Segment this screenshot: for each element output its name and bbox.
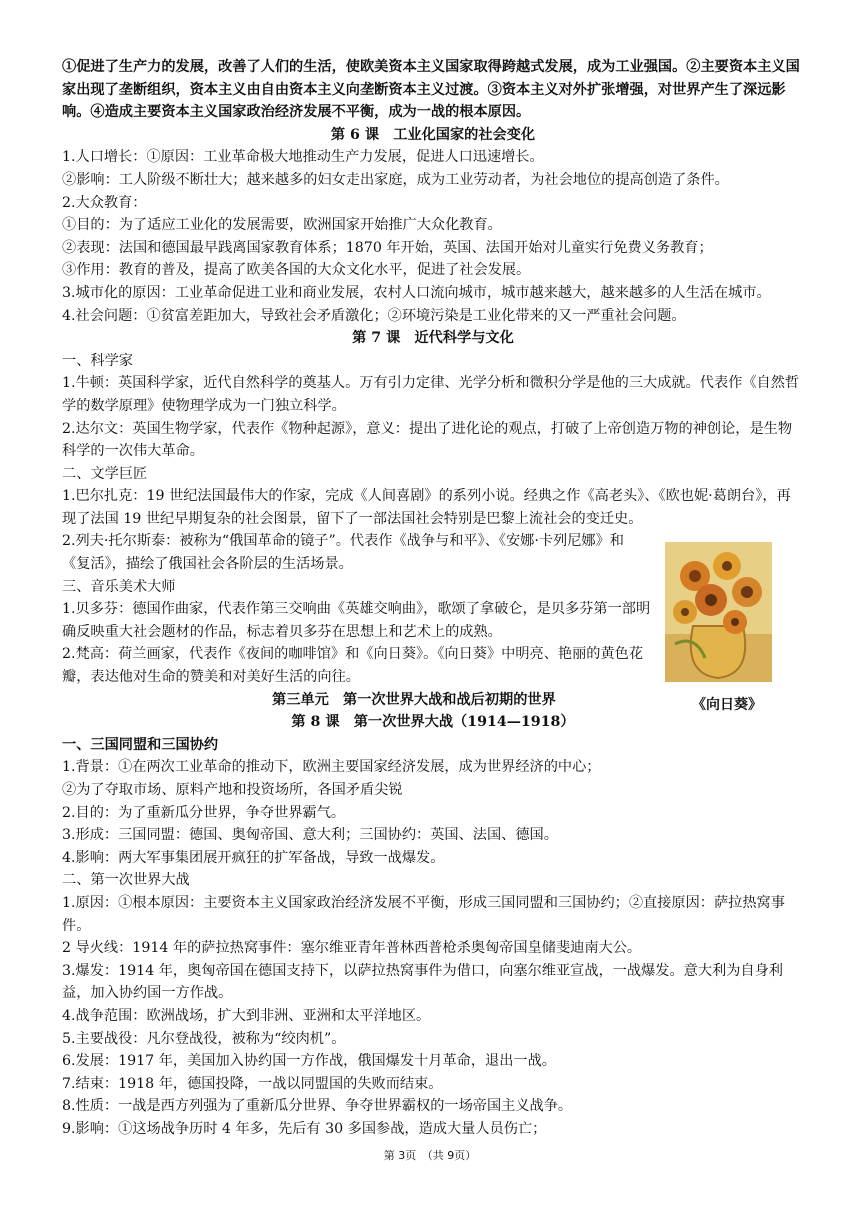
lesson8-item: ②为了夺取市场、原料产地和投资场所，各国矛盾尖锐 <box>62 782 403 798</box>
darwin-item: 2.达尔文：英国生物学家，代表作《物种起源》，意义：提出了进化论的观点，打破了上帝创造万物的神创论，是生物科学的一次伟大革命。 <box>62 420 793 460</box>
lesson6-item: ②表现：法国和德国最早践离国家教育体系；1870 年开始，英国、法国开始对儿童实行免费义务教育； <box>62 239 713 256</box>
section-heading: 一、三国同盟和三国协约 <box>62 736 219 753</box>
lesson6-item: 4.社会问题：①贫富差距加大，导致社会矛盾激化；②环境污染是工业化带来的又一严重社会问题。 <box>62 307 686 324</box>
lesson6-title: 第 6 课 工业化国家的社会变化 <box>330 126 536 143</box>
section-heading: 一、科学家 <box>62 352 133 369</box>
lesson6-item: 3.城市化的原因：工业革命促进工业和商业发展，农村人口流向城市，城市越来越大，越来越多的人生活在城市。 <box>62 284 771 301</box>
lesson8-item: 1.背景：①在两次工业革命的推动下，欧洲主要国家经济发展，成为世界经济的中心； <box>62 759 601 776</box>
intro-paragraph: ①促进了生产力的发展，改善了人们的生活，使欧美资本主义国家取得跨越式发展，成为工业强国。②主要资本主义国家出现了垄断组织，资本主义由自由资本主义向垄断资本主义过渡。③资本主义对外扩张增强，对世界产生了深远影响。④造成主要资本主义国家政治经济发展不平衡，成为一战的根本原因。 <box>62 59 800 121</box>
unit3-title: 第三单元 第一次世界大战和战后初期的世界 <box>272 691 556 708</box>
lesson6-item: 1.人口增长：①原因：工业革命极大地推动生产力发展，促进人口迅速增长。 <box>62 149 544 166</box>
document-page <box>62 56 804 1141</box>
lesson8-item: 9.影响：①这场战争历时 4 年多，先后有 30 多国参战，造成大量人员伤亡； <box>62 1120 547 1137</box>
lesson6-item: ③作用：教育的普及，提高了欧美各国的大众文化水平，促进了社会发展。 <box>62 262 531 279</box>
lesson8-item: 2 导火线：1914 年的萨拉热窝事件：塞尔维亚青年普林西普枪杀奥匈帝国皇储斐迪南大公。 <box>62 940 642 957</box>
section-heading: 二、第一次世界大战 <box>62 872 190 889</box>
lesson6-item: 2.大众教育： <box>62 194 147 211</box>
beethoven-item: 1.贝多芬：德国作曲家，代表作第三交响曲《英雄交响曲》，歌颂了拿破仑，是贝多芬第一部明确反映重大社会题材的作品，标志着贝多芬在思想上和艺术上的成熟。 <box>62 601 651 640</box>
lesson6-item: ①目的：为了适应工业化的发展需要，欧洲国家开始推广大众化教育。 <box>62 217 502 234</box>
lesson8-item: 3.爆发：1914 年，奥匈帝国在德国支持下，以萨拉热窝事件为借口，向塞尔维亚宣战，一战爆发。意大利为自身利益，加入协约国一方作战。 <box>62 962 783 1002</box>
lesson8-item: 3.形成：三国同盟：德国、奥匈帝国、意大利；三国协约：英国、法国、德国。 <box>62 827 558 844</box>
page-footer: 第 3页 （共 9页） <box>383 1149 477 1162</box>
vangogh-item: 2.梵高：荷兰画家，代表作《夜间的咖啡馆》和《向日葵》。《向日葵》中明亮、艳丽的黄色花瓣，表达他对生命的赞美和对美好生活的向往。 <box>62 646 644 686</box>
image-caption: 《向日葵》 <box>692 697 762 713</box>
sunflowers-painting-svg <box>665 542 772 682</box>
lesson8-item: 4.战争范围：欧洲战场，扩大到非洲、亚洲和太平洋地区。 <box>62 1007 431 1024</box>
lesson8-item: 7.结束：1918 年，德国投降，一战以同盟国的失败而结束。 <box>62 1075 443 1092</box>
lesson7-title: 第 7 课 近代科学与文化 <box>352 330 514 347</box>
newton-item: 1.牛顿：英国科学家，近代自然科学的奠基人。万有引力定律、光学分析和微积分学是他的三大成就。代表作《自然哲学的数学原理》使物理学成为一门独立科学。 <box>62 375 800 414</box>
section-heading: 二、文学巨匠 <box>62 465 148 482</box>
lesson8-title: 第 8 课 第一次世界大战（1914—1918） <box>291 714 575 731</box>
lesson6-item: ②影响：工人阶级不断壮大；越来越多的妇女走出家庭，成为工业劳动者，为社会地位的提高创造了条件。 <box>62 171 729 188</box>
balzac-item: 1.巴尔扎克：19 世纪法国最伟大的作家，完成《人间喜剧》的系列小说。经典之作《高老头》、《欧也妮·葛朗台》，再现了法国 19 世纪早期复杂的社会图景，留下了一部法国社会特别是巴黎上流社会的变迁史。 <box>62 488 791 527</box>
section-heading: 三、音乐美术大师 <box>62 578 176 595</box>
lesson8-item: 4.影响：两大军事集团展开疯狂的扩军备战，导致一战爆发。 <box>62 849 445 866</box>
lesson8-item: 5.主要战役：凡尔登战役，被称为“绞肉机”。 <box>62 1030 346 1047</box>
lesson8-item: 8.性质：一战是西方列强为了重新瓜分世界、争夺世界霸权的一场帝国主义战争。 <box>62 1098 573 1115</box>
lesson8-item: 6.发展：1917 年，美国加入协约国一方作战，俄国爆发十月革命，退出一战。 <box>62 1053 556 1070</box>
sunflowers-painting-image <box>665 542 772 682</box>
lesson8-item: 1.原因：①根本原因：主要资本主义国家政治经济发展不平衡，形成三国同盟和三国协约；②直接原因：萨拉热窝事件。 <box>62 894 785 934</box>
lesson8-item: 2.目的：为了重新瓜分世界，争夺世界霸气。 <box>62 804 346 821</box>
tolstoy-item: 2.列夫·托尔斯泰：被称为“俄国革命的镜子”。代表作《战争与和平》、《安娜·卡列尼娜》和《复活》，描绘了俄国社会各阶层的生活场景。 <box>62 533 624 573</box>
